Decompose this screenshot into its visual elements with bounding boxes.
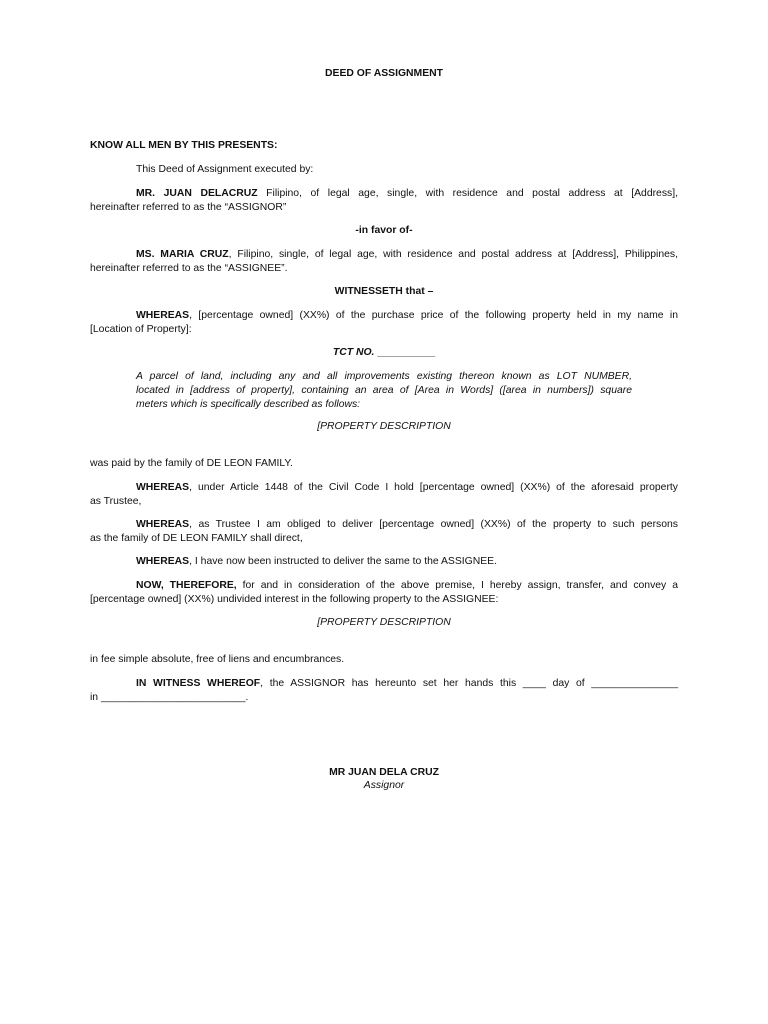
whereas-1-line2: [Location of Property]: [90,324,192,335]
paid-by-text: was paid by the family of DE LEON FAMILY. [90,458,293,469]
signatory-name: MR JUAN DELA CRUZ [329,767,439,778]
in-witness-text: , the ASSIGNOR has hereunto set her hands this ____ day of _______________ [260,678,678,689]
whereas-3-text: , as Trustee I am obliged to deliver [percentage owned] (XX%) of the property to such persons [189,519,678,530]
whereas-3-line2: as the family of DE LEON FAMILY shall direct, [90,533,303,544]
whereas-2-line2: as Trustee, [90,496,142,507]
whereas-3-line1 [90,518,678,532]
tct-label: TCT NO. [332,347,375,358]
executed-by-text: This Deed of Assignment executed by: [136,164,314,175]
document-title: DEED OF ASSIGNMENT [325,68,443,79]
tct-number-line [90,346,678,360]
parcel-description-line2: located in [address of property], containing an area of [Area in Words] ([area in numbers]) square [136,385,632,396]
whereas-2-text: , under Article 1448 of the Civil Code I hold [percentage owned] (XX%) of the aforesaid property [189,482,678,493]
now-therefore-keyword: NOW, THEREFORE, [136,580,237,591]
in-favor-of-text: -in favor of- [355,225,413,236]
in-witness-line2: in _________________________. [90,692,249,703]
whereas-2-keyword: WHEREAS [136,482,190,493]
assignor-name: MR. JUAN DELACRUZ [136,188,258,199]
assignee-name: MS. MARIA CRUZ [136,249,229,260]
witnesseth-heading: WITNESSETH that – [334,286,434,297]
know-all-men-heading: KNOW ALL MEN BY THIS PRESENTS: [90,140,278,151]
parcel-description-line3: meters which is specifically described as follows: [136,399,361,410]
assignee-details: , Filipino, single, of legal age, with residence and postal address at [Address], Philippines, [228,249,678,260]
assignor-paragraph-line1 [90,187,678,201]
whereas-2-line1 [90,481,678,495]
whereas-4-line [90,555,678,569]
tct-blank: __________ [374,347,436,358]
whereas-1-text: , [percentage owned] (XX%) of the purchase price of the following property held in my name in [189,310,678,321]
whereas-3-keyword: WHEREAS [136,519,190,530]
whereas-4-keyword: WHEREAS [136,556,190,567]
assignee-paragraph-line1 [90,248,678,262]
signatory-role: Assignor [363,780,405,791]
property-description-placeholder-1: [PROPERTY DESCRIPTION [317,421,451,432]
whereas-1-line1 [90,309,678,323]
assignee-paragraph-line2: hereinafter referred to as the “ASSIGNEE”. [90,263,288,274]
assignor-paragraph-line2: hereinafter referred to as the “ASSIGNOR” [90,202,287,213]
now-therefore-text: for and in consideration of the above premise, I hereby assign, transfer, and convey a [236,580,679,591]
parcel-description-line1: A parcel of land, including any and all improvements existing thereon known as LOT NUMBER, [136,371,632,382]
assignor-details: Filipino, of legal age, single, with residence and postal address at [Address], [257,188,678,199]
property-description-placeholder-2: [PROPERTY DESCRIPTION [317,617,451,628]
now-therefore-line1 [90,579,678,593]
fee-simple-text: in fee simple absolute, free of liens and encumbrances. [90,654,345,665]
now-therefore-line2: [percentage owned] (XX%) undivided interest in the following property to the ASSIGNEE: [90,594,499,605]
whereas-4-text: , I have now been instructed to deliver the same to the ASSIGNEE. [189,556,497,567]
in-witness-line1 [90,677,678,691]
in-witness-keyword: IN WITNESS WHEREOF [136,678,261,689]
whereas-1-keyword: WHEREAS [136,310,190,321]
